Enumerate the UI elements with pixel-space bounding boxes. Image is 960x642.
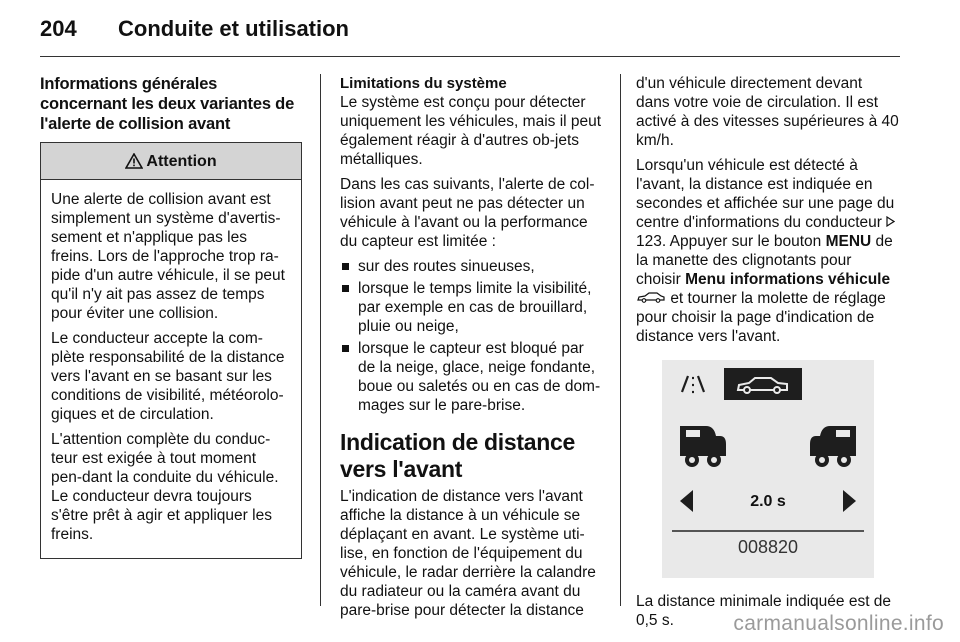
page-title: Conduite et utilisation <box>118 16 349 41</box>
paragraph: Le système est conçu pour détecter uniquement les véhicules, mais il peut également réagir à d'autres ob-jets métalliques. <box>340 94 602 168</box>
attention-paragraph: Une alerte de collision avant est simplement un système d'avertis-sement et n'applique pas les freins. Lors de l'approche trop ra-pide d'un autre véhicule, il se peut qu'il n'y ait pas assez de temps pour éviter une collision. <box>51 191 285 322</box>
attention-body <box>41 180 301 558</box>
column-divider <box>320 74 321 606</box>
warning-triangle-icon <box>125 153 143 169</box>
subheading-system-limits: Limitations du système <box>340 75 507 92</box>
watermark: carmanualsonline.info <box>733 612 944 635</box>
display-separator <box>672 530 864 532</box>
menu-button-label: MENU <box>825 233 872 250</box>
paragraph: Dans les cas suivants, l'alerte de col-lision avant peut ne pas détecter un véhicule à l'avant ou la performance du capteur est limitée : <box>340 176 595 250</box>
text-run: de la manette des clignotants pour choisir <box>636 233 893 288</box>
menu-item-label: Menu informations véhicule <box>685 271 891 288</box>
vehicle-icon <box>636 290 666 307</box>
page-header <box>40 16 349 52</box>
text-run: et tourner la molette de réglage pour choisir la page d'indication de distance vers l'avant. <box>636 290 886 345</box>
attention-box <box>40 142 302 559</box>
list-item: lorsque le temps limite la visibilité, par exemple en cas de brouillard, pluie ou neige, <box>340 279 602 336</box>
attention-paragraph: L'attention complète du conduc-teur est exigée à tout moment pen-dant la conduite du véhicule. Le conducteur devra toujours s'être prêt à agir et appliquer les freins. <box>51 431 279 543</box>
text-run: Lorsqu'un véhicule est détecté à l'avant, la distance est indiquée en secondes et affichée sur une page du centre d'informations du conducteur <box>636 157 895 231</box>
distance-readout: 2.0 s <box>750 493 786 510</box>
column-3 <box>636 74 900 636</box>
attention-paragraph: Le conducteur accepte la com-plète responsabilité de la distance vers l'avant en se basant sur les conditions de visibilité, météorolo-giques et de circulation. <box>51 330 285 423</box>
paragraph: d'un véhicule directement devant dans votre voie de circulation. Il est activé à des vitesses supérieures à 40 km/h. <box>636 75 899 149</box>
page-reference-arrow-icon <box>886 213 895 232</box>
page-number: 204 <box>40 16 77 41</box>
bullet-list <box>340 257 602 415</box>
paragraph-menu-instructions <box>636 156 900 346</box>
list-item: sur des routes sinueuses, <box>340 257 602 276</box>
odometer-readout: 008820 <box>737 537 799 557</box>
column-divider <box>620 74 621 606</box>
paragraph: L'indication de distance vers l'avant affiche la distance à un véhicule se déplaçant en avant. Le système uti-lise, en fonction de l'équipement du véhicule, le radar derrière la calandre du radiateur ou la caméra avant du pare-brise pour détecter la distance <box>340 488 596 619</box>
display-tab-bar <box>676 368 860 400</box>
paragraph: La distance minimale indiquée est de 0,5 s. <box>636 593 892 629</box>
text-run: 123. Appuyer sur le bouton <box>636 233 822 250</box>
section-heading-general-info: Informations générales concernant les deux variantes de l'alerte de collision avant <box>40 75 295 133</box>
column-1 <box>40 74 302 559</box>
header-rule <box>40 56 900 57</box>
distance-display-figure <box>662 360 874 578</box>
car-rear-icons <box>672 408 864 478</box>
section-title-distance-indication: Indication de distance vers l'avant <box>340 429 575 482</box>
attention-header <box>41 143 301 180</box>
attention-title: Attention <box>146 152 217 170</box>
column-2 <box>340 74 602 626</box>
list-item: lorsque le capteur est bloqué par de la neige, glace, neige fondante, boue ou saletés ou en cas de dom-mages sur le pare-brise. <box>340 339 602 415</box>
